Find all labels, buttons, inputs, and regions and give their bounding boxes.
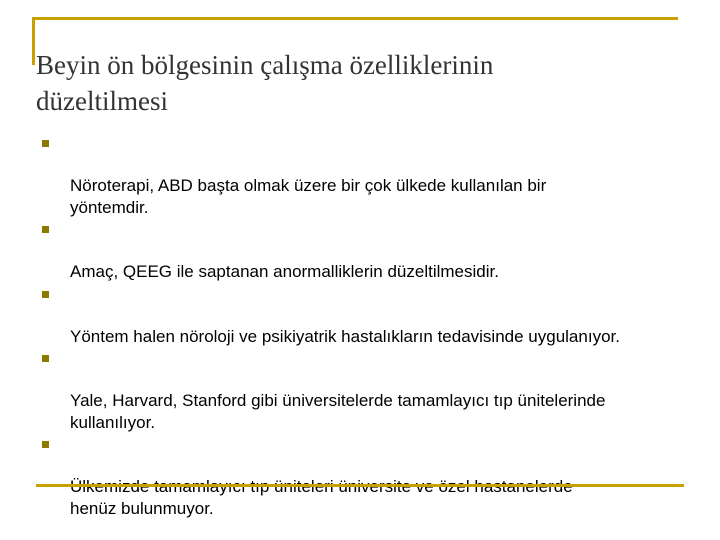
slide-title: Beyin ön bölgesinin çalışma özelliklerinin düzeltilmesi (36, 50, 494, 116)
square-bullet-icon (42, 355, 49, 362)
bullet-text: Nöroterapi, ABD başta olmak üzere bir çok ülkede kullanılan bir yöntemdir. (70, 176, 547, 217)
list-item (36, 283, 720, 348)
top-rule (32, 17, 678, 20)
bullet-text: Yöntem halen nöroloji ve psikiyatrik hastalıkların tedavisinde uygulanıyor. (70, 326, 620, 346)
list-item (36, 218, 720, 283)
bullet-text: Amaç, QEEG ile saptanan anormalliklerin düzeltilmesidir. (70, 262, 499, 281)
bottom-rule (36, 484, 684, 487)
list-item (36, 347, 720, 433)
left-rule (32, 17, 35, 65)
list-item (36, 433, 720, 519)
bullet-list (36, 132, 720, 519)
square-bullet-icon (42, 226, 49, 233)
square-bullet-icon (42, 140, 49, 147)
list-item (36, 132, 720, 218)
bullet-text: henüz bulunmuyor. (70, 498, 214, 518)
square-bullet-icon (42, 291, 49, 298)
square-bullet-icon (42, 441, 49, 448)
bullet-text: Yale, Harvard, Stanford gibi üniversitelerde tamamlayıcı tıp ünitelerinde kullanılıyor. (70, 391, 606, 432)
